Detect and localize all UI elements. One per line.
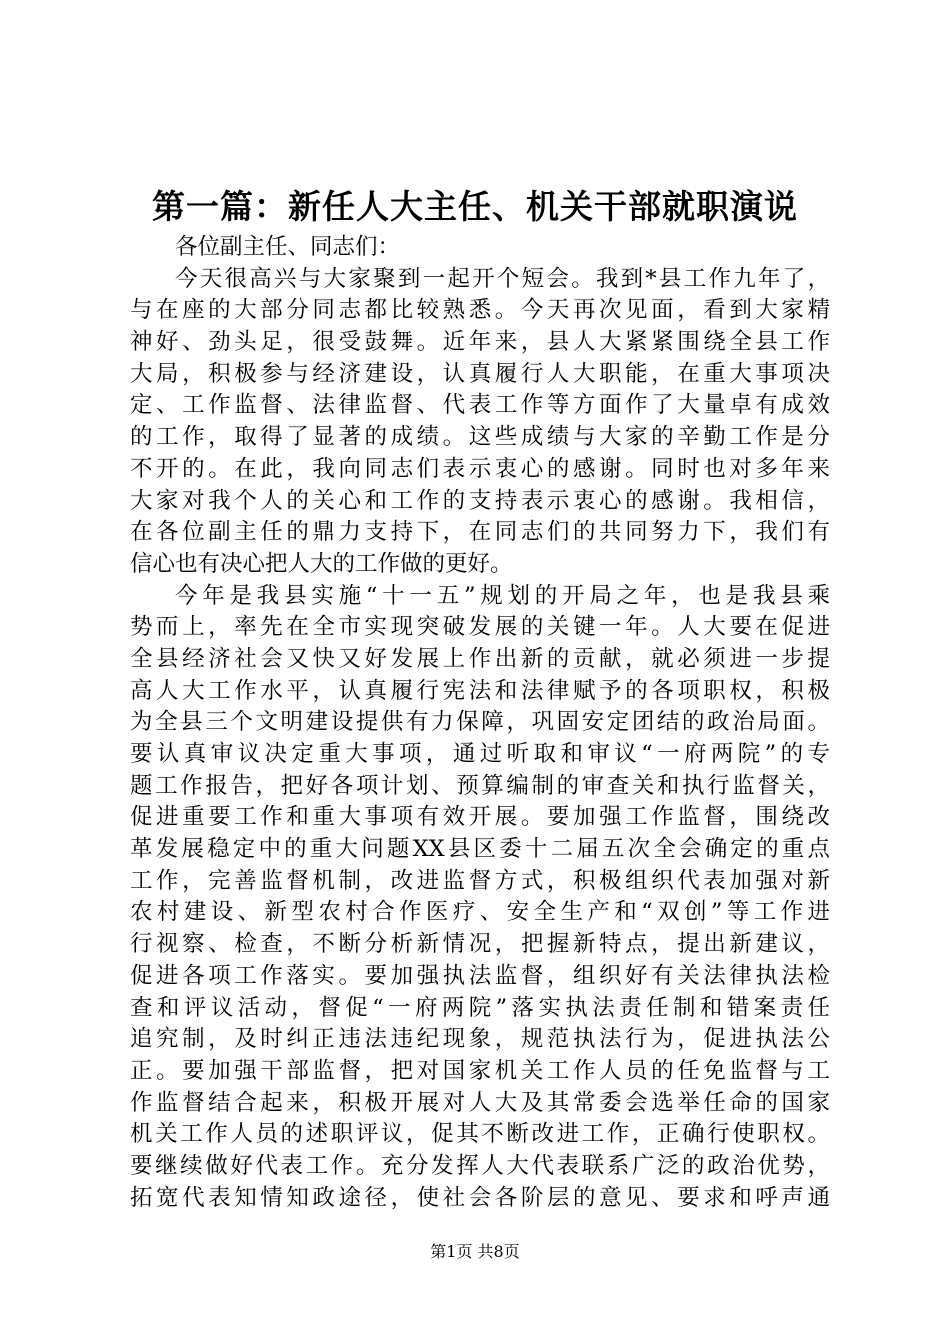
text-line: 今年是我县实施“十一五”规划的开局之年，也是我县乘 — [175, 582, 830, 609]
text-line: 与在座的大部分同志都比较熟悉。今天再次见面，看到大家精 — [130, 297, 830, 324]
text-line: 促进各项工作落实。要加强执法监督，组织好有关法律执法检 — [130, 962, 830, 989]
text-line: 神好、劲头足，很受鼓舞。近年来，县人大紧紧围绕全县工作 — [130, 329, 830, 356]
text-line: 信心也有决心把人大的工作做的更好。 — [130, 550, 513, 577]
text-line: 农村建设、新型农村合作医疗、安全生产和“双创”等工作进 — [130, 899, 830, 926]
text-line: 行视察、检查，不断分析新情况，把握新特点，提出新建议， — [130, 931, 830, 958]
text-line: 大家对我个人的关心和工作的支持表示衷心的感谢。我相信， — [130, 487, 830, 514]
text-line: 要继续做好代表工作。充分发挥人大代表联系广泛的政治优势， — [130, 1152, 830, 1179]
text-line: 促进重要工作和重大事项有效开展。要加强工作监督，围绕改 — [130, 804, 830, 831]
text-line: 查和评议活动，督促“一府两院”落实执法责任制和错案责任 — [130, 994, 830, 1021]
text-line: 拓宽代表知情知政途径，使社会各阶层的意见、要求和呼声通 — [130, 1184, 830, 1211]
text-line: 大局，积极参与经济建设，认真履行人大职能，在重大事项决 — [130, 360, 830, 387]
text-line: 为全县三个文明建设提供有力保障，巩固安定团结的政治局面。 — [130, 709, 830, 736]
text-line: 作监督结合起来，积极开展对人大及其常委会选举任命的国家 — [130, 1089, 830, 1116]
text-line: 要认真审议决定重大事项，通过听取和审议“一府两院”的专 — [130, 741, 830, 767]
text-line: 不开的。在此，我向同志们表示衷心的感谢。同时也对多年来 — [130, 455, 830, 482]
text-line: 定、工作监督、法律监督、代表工作等方面作了大量卓有成效 — [130, 392, 830, 419]
text-line: 全县经济社会又快又好发展上作出新的贡献，就必须进一步提 — [130, 645, 830, 672]
greeting-line: 各位副主任、同志们： — [175, 234, 401, 260]
text-line: 高人大工作水平，认真履行宪法和法律赋予的各项职权，积极 — [130, 677, 830, 704]
document-body — [130, 232, 830, 1214]
text-line: 题工作报告，把好各项计划、预算编制的审查关和执行监督关， — [130, 772, 830, 799]
text-line: 的工作，取得了显著的成绩。这些成绩与大家的辛勤工作是分 — [130, 424, 830, 451]
page-footer: 第1页 共8页 — [430, 1242, 520, 1261]
text-line: 势而上，率先在全市实现突破发展的关键一年。人大要在促进 — [130, 614, 830, 641]
document-title: 第一篇：新任人大主任、机关干部就职演说 — [152, 187, 798, 226]
text-line: 今天很高兴与大家聚到一起开个短会。我到*县工作九年了， — [175, 265, 830, 292]
text-line: 追究制，及时纠正违法违纪现象，规范执法行为，促进执法公 — [130, 1026, 830, 1053]
text-line: 革发展稳定中的重大问题XX县区委十二届五次全会确定的重点 — [130, 836, 830, 863]
text-line: 机关工作人员的述职评议，促其不断改进工作，正确行使职权。 — [130, 1121, 830, 1148]
text-line: 在各位副主任的鼎力支持下，在同志们的共同努力下，我们有 — [130, 519, 830, 546]
text-line: 工作，完善监督机制，改进监督方式，积极组织代表加强对新 — [130, 867, 830, 894]
text-line: 正。要加强干部监督，把对国家机关工作人员的任免监督与工 — [130, 1057, 830, 1084]
